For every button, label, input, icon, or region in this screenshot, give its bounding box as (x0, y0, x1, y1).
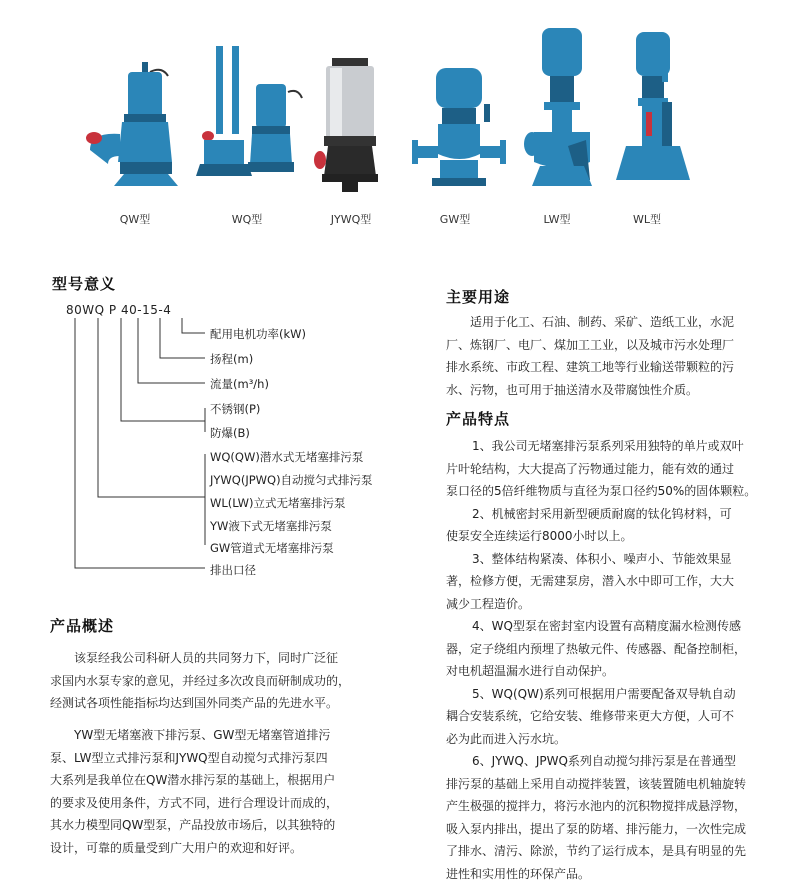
feature-item-1-line: 泵口径的5倍纤维物质与直径为泵口径约50%的固体颗粒。 (446, 480, 756, 503)
pump-label-gw: GW型 (410, 211, 500, 227)
uses-line: 排水系统、市政工程、建筑工地等行业输送带颗粒的污 (446, 356, 734, 379)
feature-item-4-line: 4、WQ型泵在密封室内设置有高精度漏水检测传感 (446, 615, 756, 638)
overview-line: 求国内水泵专家的意见，并经过多次改良而研制成功的， (50, 670, 350, 693)
uses-line: 水、污物，也可用于抽送清水及带腐蚀性介质。 (446, 379, 734, 402)
overview-title: 产品概述 (50, 615, 114, 636)
feature-item-3-line: 减少工程造价。 (446, 593, 756, 616)
uses-title: 主要用途 (446, 286, 510, 307)
code-caliber: 80 (66, 303, 82, 317)
label-motor-power: 配用电机功率(kW) (210, 326, 306, 342)
label-yw-series: YW液下式无堵塞排污泵 (210, 518, 332, 534)
overview-line: 设计，可靠的质量受到广大用户的欢迎和好评。 (50, 837, 338, 860)
feature-item-6-line: 排污泵的基础上采用自动搅拌装置，该装置随电机轴旋转 (446, 773, 756, 796)
pump-label-wl: WL型 (602, 211, 692, 227)
label-wl-series: WL(LW)立式无堵塞排污泵 (210, 495, 345, 511)
overview-line: 的要求及使用条件，方式不同，进行合理设计而成的， (50, 792, 338, 815)
label-jywq-series: JYWQ(JPWQ)自动搅匀式排污泵 (210, 472, 373, 488)
code-head: -15- (137, 303, 163, 317)
uses-line: 适用于化工、石油、制药、采矿、造纸工业，水泥 (446, 311, 734, 334)
uses-paragraph (446, 311, 734, 401)
label-stainless: 不锈钢(P) (210, 401, 260, 417)
label-explosion-proof: 防爆(B) (210, 425, 250, 441)
feature-item-3-line: 著，检修方便，无需建泵房，潜入水中即可工作，大大 (446, 570, 756, 593)
feature-item-5-line: 5、WQ(QW)系列可根据用户需要配备双导轨自动 (446, 683, 756, 706)
feature-item-4-line: 对电机超温漏水进行自动保护。 (446, 660, 756, 683)
feature-item-5-line: 耦合安装系统，它给安装、维修带来更大方便，人可不 (446, 705, 756, 728)
feature-item-6-line: 吸入泵内排出，提出了泵的防堵、排污能力，一次性完成 (446, 818, 756, 841)
overview-line: 该泵经我公司科研人员的共同努力下，同时广泛征 (50, 647, 350, 670)
feature-item-4-line: 器，定子绕组内预埋了热敏元件、传感器、配备控制柜， (446, 638, 756, 661)
uses-line: 厂、炼钢厂、电厂、煤加工工业，以及城市污水处理厂 (446, 334, 734, 357)
features-list (446, 435, 756, 885)
feature-item-6-line: 进性和实用性的环保产品。 (446, 863, 756, 885)
overview-paragraph-1 (50, 647, 350, 715)
feature-item-2-line: 2、机械密封采用新型硬质耐腐的钛化钨材料，可 (446, 503, 756, 526)
pump-label-qw: QW型 (90, 211, 180, 227)
feature-item-1-line: 1、我公司无堵塞排污泵系列采用独特的单片或双叶 (446, 435, 756, 458)
pump-label-wq: WQ型 (202, 211, 292, 227)
label-outlet-caliber: 排出口径 (210, 562, 256, 578)
feature-item-3-line: 3、整体结构紧凑、体积小、噪声小、节能效果显 (446, 548, 756, 571)
feature-item-5-line: 必为此而进入污水坑。 (446, 728, 756, 751)
feature-item-1-line: 片叶轮结构，大大提高了污物通过能力，能有效的通过 (446, 458, 756, 481)
overview-line: 泵、LW型立式排污泵和JYWQ型自动搅匀式排污泵四 (50, 747, 338, 770)
label-wq-series: WQ(QW)潜水式无堵塞排污泵 (210, 449, 363, 465)
code-type: WQ (82, 303, 104, 317)
model-meaning-title: 型号意义 (52, 273, 116, 294)
code-material: P (109, 303, 117, 317)
overview-line: 大系列是我单位在QW潜水排污泵的基础上，根据用户 (50, 769, 338, 792)
feature-item-6-line: 产生极强的搅拌力，将污水池内的沉积物搅拌成悬浮物， (446, 795, 756, 818)
pump-label-jywq: JYWQ型 (306, 211, 396, 227)
overview-paragraph-2 (50, 724, 338, 859)
feature-item-6-line: 了排水、清污、除淤，节约了运行成本，是具有明显的先 (446, 840, 756, 863)
code-power: 4 (163, 303, 171, 317)
label-flow: 流量(m³/h) (210, 376, 269, 392)
label-head: 扬程(m) (210, 351, 253, 367)
label-gw-series: GW管道式无堵塞排污泵 (210, 540, 334, 556)
pump-label-lw: LW型 (512, 211, 602, 227)
overview-line: YW型无堵塞液下排污泵、GW型无堵塞管道排污 (50, 724, 338, 747)
feature-item-6-line: 6、JYWQ、JPWQ系列自动搅匀排污泵是在普通型 (446, 750, 756, 773)
overview-line: 经测试各项性能指标均达到国外同类产品的先进水平。 (50, 692, 350, 715)
features-title: 产品特点 (446, 408, 510, 429)
code-flow: 40 (121, 303, 137, 317)
overview-line: 其水力模型同QW型泵，产品投放市场后，以其独特的 (50, 814, 338, 837)
feature-item-2-line: 使泵安全连续运行8000小时以上。 (446, 525, 756, 548)
